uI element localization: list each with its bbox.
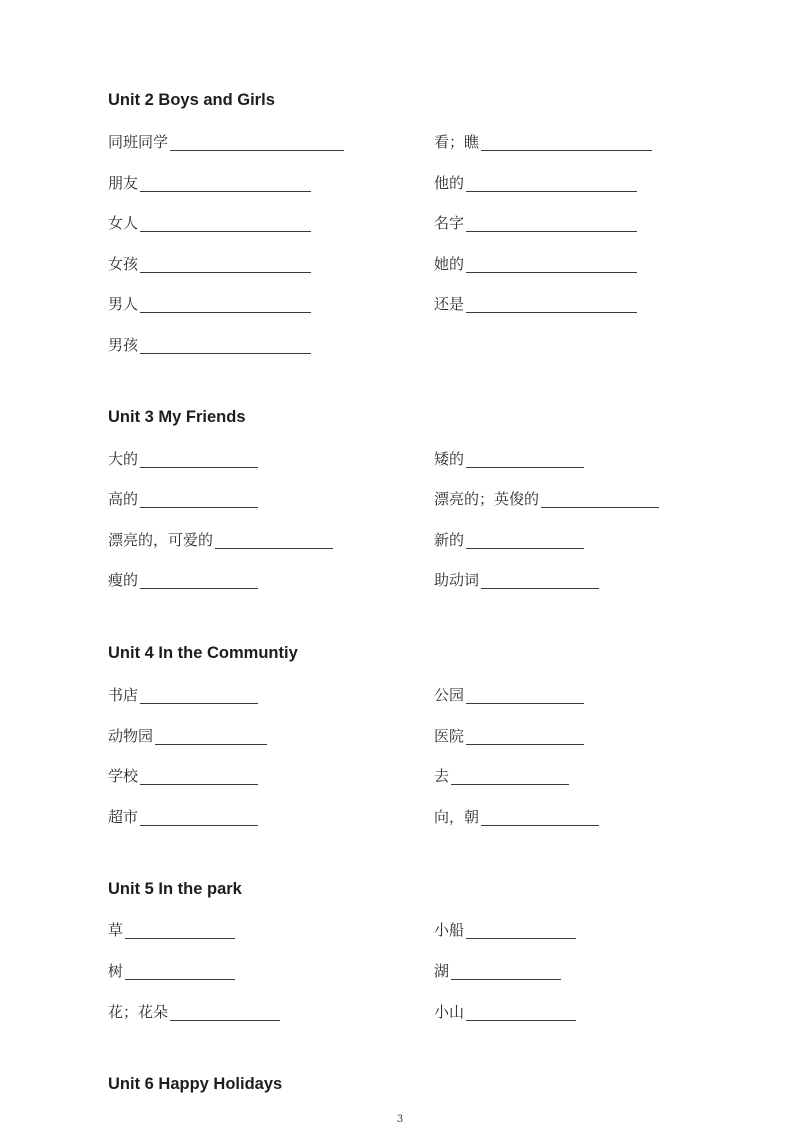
vocab-item [434, 767, 569, 785]
vocab-label: 瘦的 [108, 571, 139, 589]
answer-blank[interactable] [140, 574, 258, 589]
answer-blank[interactable] [451, 965, 561, 980]
unit-5-title: Unit 5 In the park [108, 880, 242, 898]
vocab-item [108, 133, 344, 151]
vocab-label: 湖 [434, 962, 450, 980]
vocab-item [434, 174, 637, 192]
answer-blank[interactable] [140, 339, 311, 354]
vocab-label: 医院 [434, 727, 465, 745]
vocab-label: 矮的 [434, 450, 465, 468]
answer-blank[interactable] [466, 298, 637, 313]
answer-blank[interactable] [481, 811, 599, 826]
answer-blank[interactable] [466, 924, 576, 939]
vocab-label: 小船 [434, 921, 465, 939]
vocab-item [434, 808, 599, 826]
vocab-item [108, 450, 258, 468]
vocab-item [108, 336, 311, 354]
vocab-label: 看；瞧 [434, 133, 480, 151]
vocab-label: 公园 [434, 686, 465, 704]
answer-blank[interactable] [125, 965, 235, 980]
answer-blank[interactable] [140, 258, 311, 273]
vocab-item [108, 490, 258, 508]
vocab-item [434, 133, 652, 151]
vocab-label: 新的 [434, 531, 465, 549]
answer-blank[interactable] [140, 811, 258, 826]
vocab-item [108, 174, 311, 192]
vocab-label: 漂亮的，可爱的 [108, 531, 214, 549]
vocab-item [434, 450, 584, 468]
answer-blank[interactable] [466, 689, 584, 704]
answer-blank[interactable] [140, 217, 311, 232]
answer-blank[interactable] [481, 574, 599, 589]
answer-blank[interactable] [466, 534, 584, 549]
vocab-item [108, 1003, 280, 1021]
answer-blank[interactable] [140, 493, 258, 508]
unit-6-title: Unit 6 Happy Holidays [108, 1075, 283, 1093]
vocab-item [434, 531, 584, 549]
answer-blank[interactable] [140, 177, 311, 192]
unit-4-title: Unit 4 In the Communtiy [108, 644, 298, 662]
answer-blank[interactable] [170, 1006, 280, 1021]
vocab-item [434, 727, 584, 745]
vocab-label: 男孩 [108, 336, 139, 354]
vocab-label: 男人 [108, 295, 139, 313]
vocab-item [434, 921, 576, 939]
answer-blank[interactable] [215, 534, 333, 549]
vocab-item [108, 962, 235, 980]
vocab-label: 漂亮的；英俊的 [434, 490, 540, 508]
vocab-item [434, 490, 659, 508]
answer-blank[interactable] [466, 177, 637, 192]
answer-blank[interactable] [140, 689, 258, 704]
vocab-item [108, 727, 267, 745]
answer-blank[interactable] [155, 730, 267, 745]
vocab-item [434, 255, 637, 273]
vocab-item [108, 531, 333, 549]
vocab-label: 他的 [434, 174, 465, 192]
vocab-item [434, 295, 637, 313]
unit-2-title: Unit 2 Boys and Girls [108, 91, 275, 109]
vocab-item [434, 686, 584, 704]
vocab-label: 助动词 [434, 571, 480, 589]
vocab-label: 动物园 [108, 727, 154, 745]
vocab-item [108, 767, 258, 785]
answer-blank[interactable] [125, 924, 235, 939]
vocab-label: 去 [434, 767, 450, 785]
vocab-label: 小山 [434, 1003, 465, 1021]
answer-blank[interactable] [466, 1006, 576, 1021]
vocab-item [108, 571, 258, 589]
vocab-label: 书店 [108, 686, 139, 704]
vocab-label: 大的 [108, 450, 139, 468]
answer-blank[interactable] [541, 493, 659, 508]
vocab-label: 同班同学 [108, 133, 169, 151]
vocab-label: 树 [108, 962, 124, 980]
vocab-label: 花；花朵 [108, 1003, 169, 1021]
vocab-item [108, 255, 311, 273]
vocab-label: 还是 [434, 295, 465, 313]
vocab-label: 超市 [108, 808, 139, 826]
answer-blank[interactable] [170, 136, 344, 151]
vocab-item [108, 295, 311, 313]
vocab-label: 女人 [108, 214, 139, 232]
vocab-label: 向，朝 [434, 808, 480, 826]
vocab-label: 高的 [108, 490, 139, 508]
answer-blank[interactable] [466, 258, 637, 273]
answer-blank[interactable] [451, 770, 569, 785]
vocab-label: 朋友 [108, 174, 139, 192]
vocab-item [434, 962, 561, 980]
answer-blank[interactable] [466, 217, 637, 232]
vocab-item [434, 571, 599, 589]
page-number: 3 [396, 1114, 404, 1125]
unit-3-title: Unit 3 My Friends [108, 408, 246, 426]
vocab-label: 名字 [434, 214, 465, 232]
vocab-label: 她的 [434, 255, 465, 273]
vocab-item [434, 1003, 576, 1021]
vocab-item [108, 808, 258, 826]
answer-blank[interactable] [140, 770, 258, 785]
answer-blank[interactable] [140, 298, 311, 313]
vocab-label: 学校 [108, 767, 139, 785]
answer-blank[interactable] [466, 730, 584, 745]
answer-blank[interactable] [481, 136, 652, 151]
answer-blank[interactable] [140, 453, 258, 468]
vocab-label: 女孩 [108, 255, 139, 273]
vocab-item [434, 214, 637, 232]
vocab-item [108, 921, 235, 939]
vocab-item [108, 686, 258, 704]
answer-blank[interactable] [466, 453, 584, 468]
vocab-label: 草 [108, 921, 124, 939]
vocab-item [108, 214, 311, 232]
